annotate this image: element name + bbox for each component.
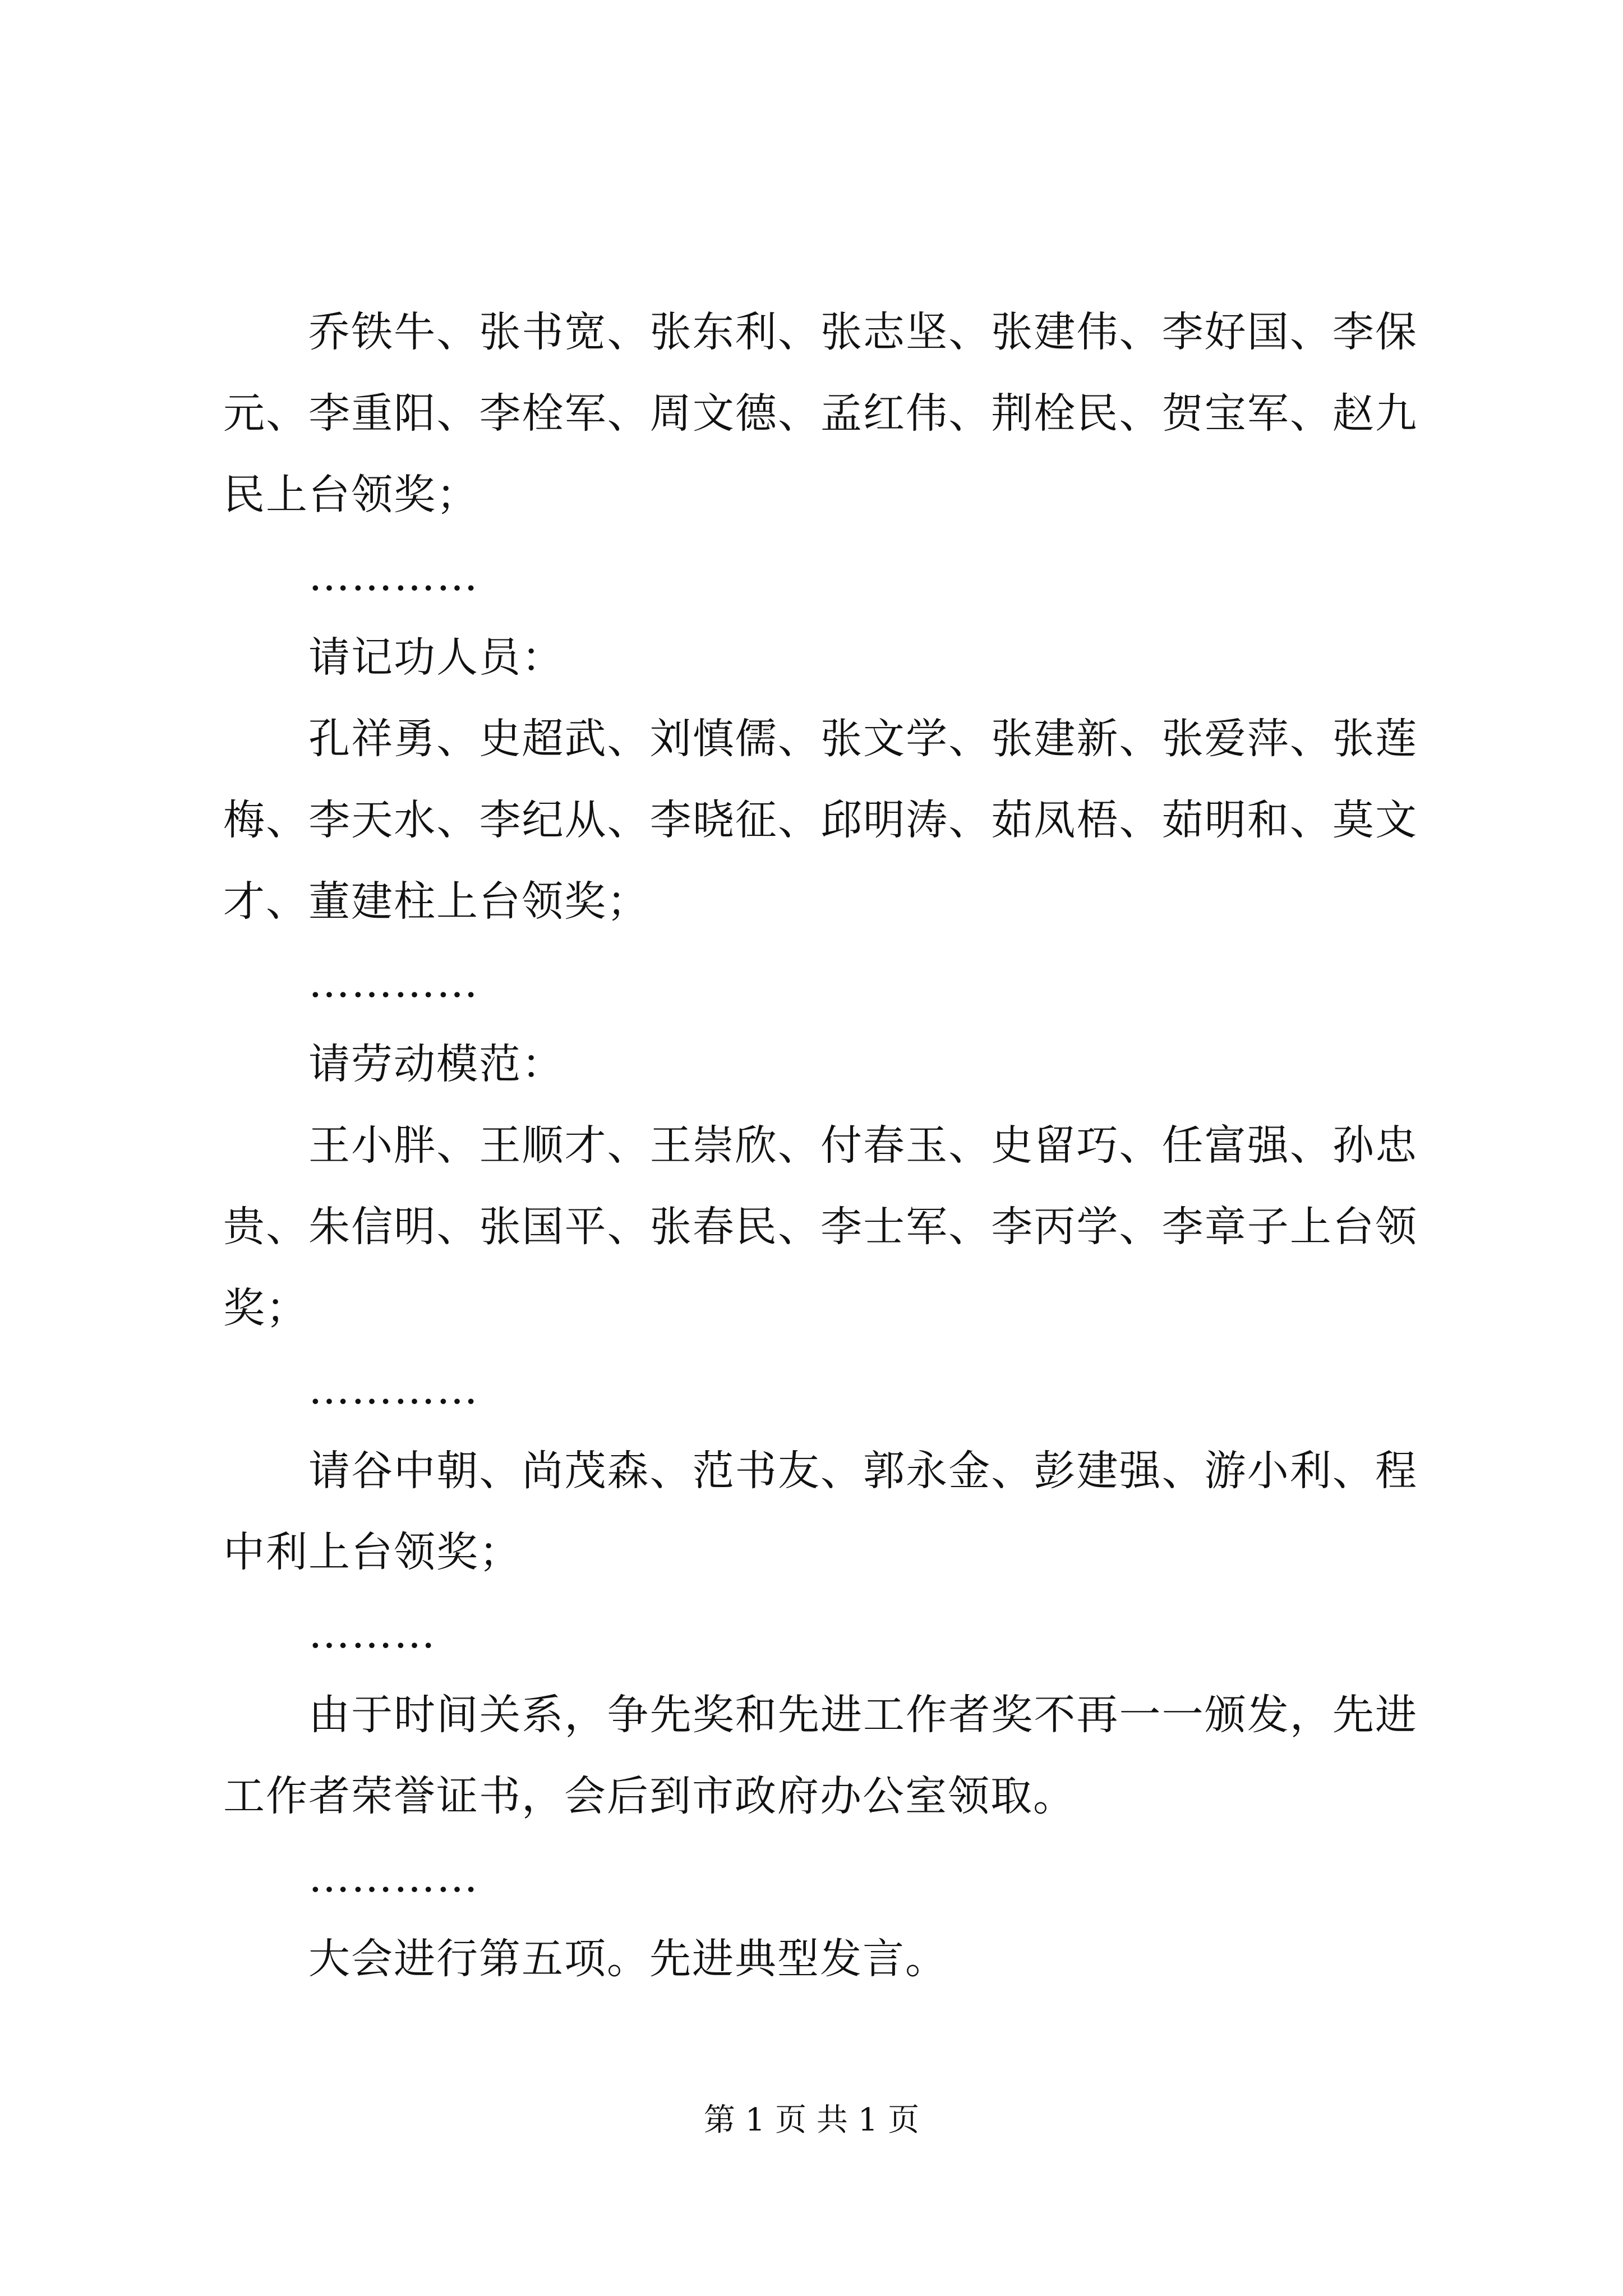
paragraph-model-worker-list: 王小胖、王顺才、王崇欣、付春玉、史留巧、任富强、孙忠贵、朱信明、张国平、张春民、李士军、李丙学、李章子上台领奖；: [223, 1121, 1418, 1332]
paragraph-model-worker-heading: 请劳动模范：: [308, 1040, 564, 1088]
ellipsis-separator: …………: [308, 1365, 479, 1414]
ellipsis-separator: …………: [308, 1853, 479, 1902]
paragraph-merit-heading: 请记功人员：: [308, 633, 564, 682]
paragraph-award-list-2: 请谷中朝、尚茂森、范书友、郭永金、彭建强、游小利、程中利上台领奖；: [223, 1447, 1418, 1576]
page-number-footer: 第 1 页 共 1 页: [703, 2102, 920, 2138]
ellipsis-separator: …………: [308, 552, 479, 600]
paragraph-award-list-1: 乔铁牛、张书宽、张东利、张志坚、张建伟、李好国、李保元、李重阳、李栓军、周文德、孟红伟、荆栓民、贺宝军、赵九民上台领奖；: [223, 308, 1418, 519]
paragraph-time-notice: 由于时间关系，争先奖和先进工作者奖不再一一颁发，先进工作者荣誉证书，会后到市政府办公室领取。: [223, 1691, 1418, 1820]
paragraph-fifth-item: 大会进行第五项。先进典型发言。: [308, 1935, 948, 1983]
document-body: [223, 292, 1418, 2000]
ellipsis-separator: ………: [308, 1609, 436, 1658]
paragraph-merit-list: 孔祥勇、史超武、刘慎儒、张文学、张建新、张爱萍、张莲梅、李天水、李纪从、李晓征、邱明涛、茹凤梧、茹明和、莫文才、董建柱上台领奖；: [223, 715, 1418, 926]
ellipsis-separator: …………: [308, 959, 479, 1007]
